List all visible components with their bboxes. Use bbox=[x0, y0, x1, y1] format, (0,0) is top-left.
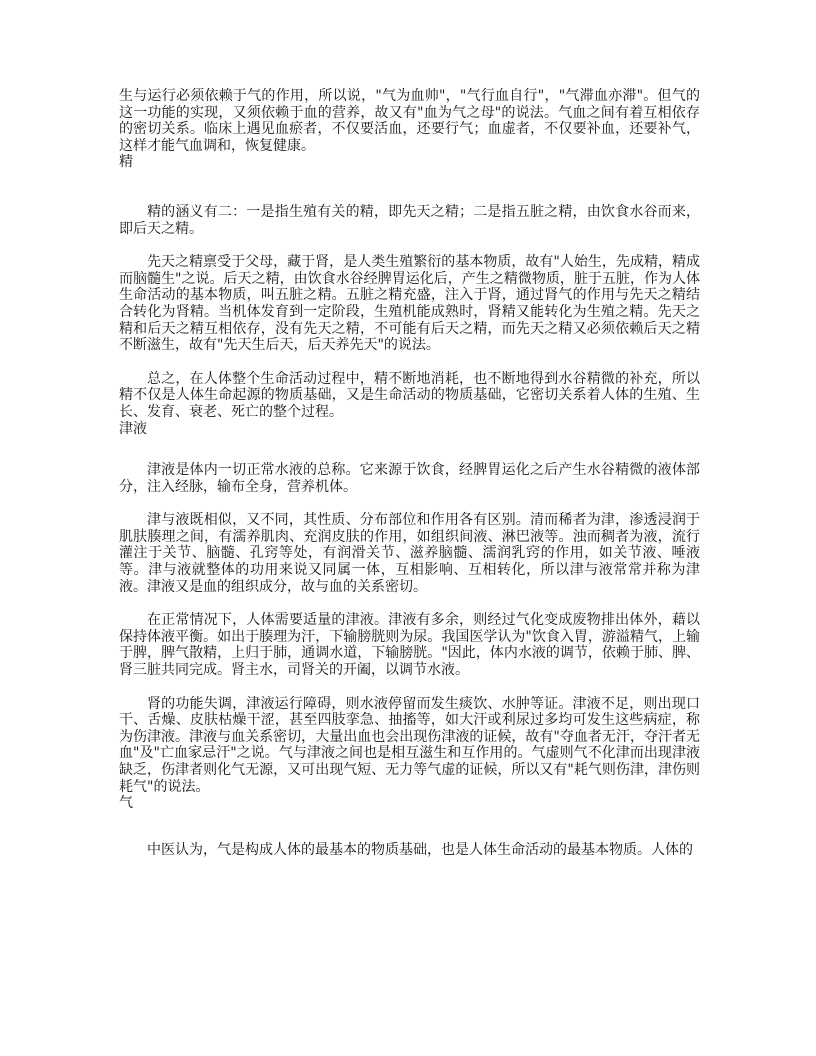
heading-jinye: 津液 bbox=[119, 420, 147, 437]
paragraph-jing-meaning: 精的涵义有二：一是指生殖有关的精，即先天之精；二是指五脏之精，由饮食水谷而来，即后天之精。 bbox=[119, 203, 700, 237]
paragraph-jinye-disorder: 肾的功能失调，津液运行障碍，则水液停留而发生痰饮、水肿等证。津液不足，则出现口干、舌燥、皮肤枯燥干涩，甚至四肢挛急、抽搐等，如大汗或利尿过多均可发生这些病症，称为伤津液。津液与血关系密切，大量出血也会出现伤津液的证候，故有"夺血者无汗，夺汗者无血"及"亡血家忌汗"之说。气与津液之间也是相互滋生和互作用的。气虚则气不化津而出现津液缺乏，伤津者则化气无源，又可出现气短、无力等气虚的证候，所以又有"耗气则伤津，津伤则耗气"的说法。 bbox=[119, 695, 700, 795]
paragraph-qi-blood-relation: 生与运行必须依赖于气的作用，所以说，"气为血帅"，"气行血自行"，"气滞血亦滞"。但气的这一功能的实现，又须依赖于血的营养，故又有"血为气之母"的说法。气血之间有着互相依存的密切关系。临床上遇见血瘀者，不仅要活血，还要行气；血虚者，不仅要补血，还要补气，这样才能气血调和，恢复健康。 bbox=[119, 88, 700, 154]
paragraph-xiantian-houtian-jing: 先天之精禀受于父母，藏于肾，是人类生殖繁衍的基本物质，故有"人始生，先成精，精成而脑髓生"之说。后天之精，由饮食水谷经脾胃运化后，产生之精微物质，脏于五脏，作为人体生命活动的基本物质，叫五脏之精。五脏之精充盛，注入于肾，通过肾气的作用与先天之精结合转化为肾精。当机体发育到一定阶段，生殖机能成熟时，肾精又能转化为生殖之精。先天之精和后天之精互相依存，没有先天之精，不可能有后天之精，而先天之精又必须依赖后天之精不断滋生，故有"先天生后天，后天养先天"的说法。 bbox=[119, 254, 700, 354]
paragraph-jinye-definition: 津液是体内一切正常水液的总称。它来源于饮食，经脾胃运化之后产生水谷精微的液体部分，注入经脉，输布全身，营养机体。 bbox=[119, 462, 700, 495]
heading-jing: 精 bbox=[119, 154, 133, 171]
paragraph-jin-vs-ye: 津与液既相似，又不同，其性质、分布部位和作用各有区别。清而稀者为津，渗透浸润于肌肤腠理之间，有濡养肌肉、充润皮肤的作用，如组织间液、淋巴液等。浊而稠者为液，流行灌注于关节、脑髓、孔窍等处，有润滑关节、滋养脑髓、濡润乳窍的作用，如关节液、唾液等。津与液就整体的功用来说又同属一体，互相影响、互相转化，所以津与液常常并称为津液。津液又是血的组织成分，故与血的关系密切。 bbox=[119, 512, 700, 595]
paragraph-jinye-balance: 在正常情况下，人体需要适量的津液。津液有多余，则经过气化变成废物排出体外，藉以保持体液平衡。如出于腠理为汗，下输膀胱则为尿。我国医学认为"饮食入胃，游溢精气，上输于脾，脾气散精，上归于肺，通调水道，下输膀胱。"因此，体内水液的调节，依赖于肺、脾、肾三脏共同完成。肾主水，司肾关的开阖，以调节水液。 bbox=[119, 612, 700, 679]
paragraph-qi-intro: 中医认为，气是构成人体的最基本的物质基础，也是人体生命活动的最基本物质。人体的 bbox=[147, 841, 693, 858]
paragraph-jing-summary: 总之，在人体整个生命活动过程中，精不断地消耗，也不断地得到水谷精微的补充，所以精不仅是人体生命起源的物质基础，又是生命活动的物质基础，它密切关系着人体的生殖、生长、发育、衰老、死亡的整个过程。 bbox=[119, 370, 700, 420]
heading-qi: 气 bbox=[119, 795, 133, 812]
